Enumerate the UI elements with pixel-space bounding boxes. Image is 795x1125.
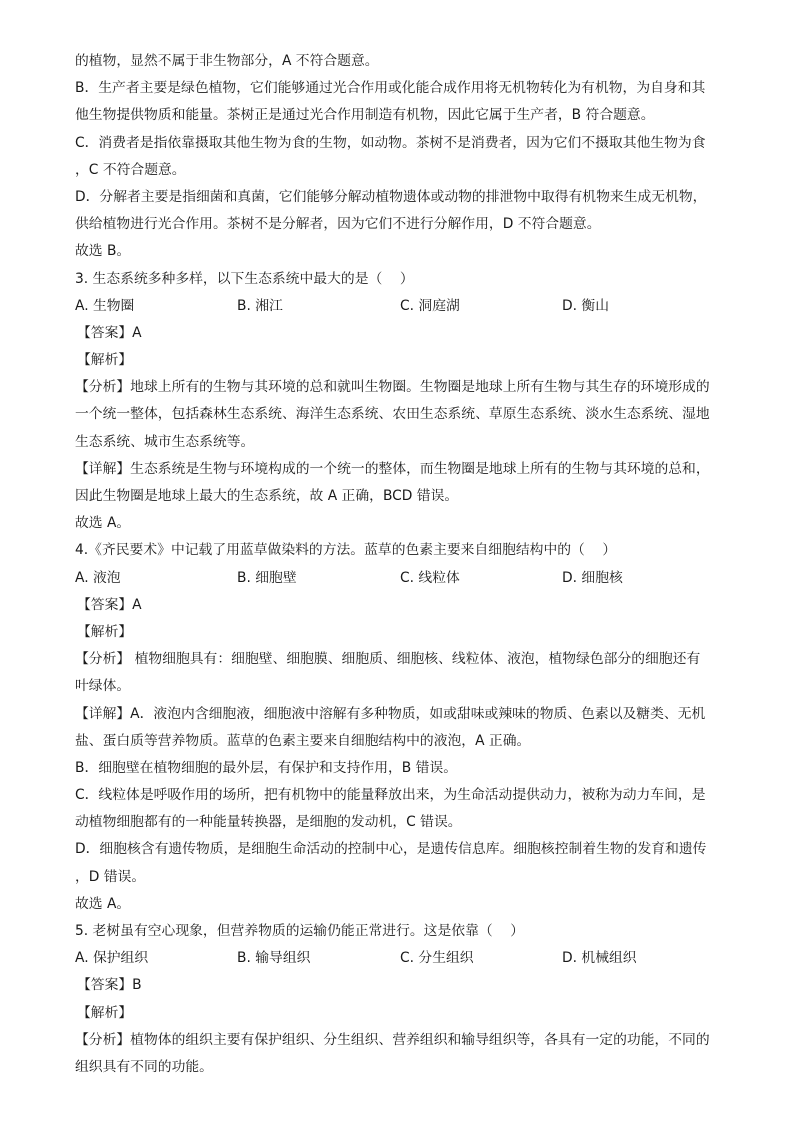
option-d: D. 细胞核 xyxy=(562,569,623,586)
explanation-line: D．细胞核含有遗传物质，是细胞生命活动的控制中心，是遗传信息库。细胞核控制着生物的发育和遗传 xyxy=(75,841,707,858)
explanation-line: 一个统一整体，包括森林生态系统、海洋生态系统、农田生态系统、草原生态系统、淡水生态系统、湿地 xyxy=(75,406,710,423)
option-a: A. 生物圈 xyxy=(75,297,135,314)
option-c: C. 分生组织 xyxy=(400,950,474,967)
option-d: D. 机械组织 xyxy=(562,950,637,967)
option-d: D. 衡山 xyxy=(562,297,609,314)
explanation-line: 盐、蛋白质等营养物质。蓝草的色素主要来自细胞结构中的液泡，A 正确。 xyxy=(75,732,531,749)
explanation-line: 生态系统、城市生态系统等。 xyxy=(75,433,255,450)
question-stem: 3. 生态系统多种多样，以下生态系统中最大的是（ ） xyxy=(75,270,414,287)
question-stem: 5. 老树虽有空心现象，但营养物质的运输仍能正常进行。这是依靠（ ） xyxy=(75,923,524,939)
answer-label: 【答案】A xyxy=(77,324,142,341)
explanation-line: C．消费者是指依靠摄取其他生物为食的生物，如动物。茶树不是消费者，因为它们不摄取其他生物为食 xyxy=(75,134,706,151)
explanation-line: 因此生物圈是地球上最大的生态系统，故 A 正确，BCD 错误。 xyxy=(75,488,459,504)
explanation-line: 【分析】 植物细胞具有：细胞壁、细胞膜、细胞质、细胞核、线粒体、液泡，植物绿色部分的细胞还有 xyxy=(75,651,701,668)
question-stem: 4.《齐民要术》中记载了用蓝草做染料的方法。蓝草的色素主要来自细胞结构中的（ ） xyxy=(75,542,617,559)
explanation-line: C．线粒体是呼吸作用的场所，把有机物中的能量释放出来，为生命活动提供动力，被称为动力车间，是 xyxy=(75,787,706,804)
explanation-line: 【详解】A．液泡内含细胞液，细胞液中溶解有多种物质，如或甜味或辣味的物质、色素以及糖类、无机 xyxy=(75,705,706,722)
answer-label: 【答案】A xyxy=(77,596,142,613)
explanation-line: B．生产者主要是绿色植物，它们能够通过光合作用或化能合成作用将无机物转化为有机物，为自身和其 xyxy=(75,80,706,97)
answer-label: 【答案】B xyxy=(77,977,142,994)
explanation-line: ，D 错误。 xyxy=(75,868,146,885)
option-b: B. 细胞壁 xyxy=(237,569,297,586)
option-a: A. 保护组织 xyxy=(75,950,149,967)
option-c: C. 线粒体 xyxy=(400,569,460,586)
explanation-line: D．分解者主要是指细菌和真菌，它们能够分解动植物遗体或动物的排泄物中取得有机物来生成无机物， xyxy=(75,188,707,205)
answer-options xyxy=(75,565,735,592)
explanation-line: 的植物，显然不属于非生物部分，A 不符合题意。 xyxy=(75,53,379,69)
analysis-heading: 【解析】 xyxy=(77,1004,133,1021)
explanation-line: 动植物细胞都有的一种能量转换器，是细胞的发动机，C 错误。 xyxy=(75,814,462,831)
explanation-line: 供给植物进行光合作用。茶树不是分解者，因为它们不进行分解作用，D 不符合题意。 xyxy=(75,216,601,233)
explanation-line: B．细胞壁在植物细胞的最外层，有保护和支持作用，B 错误。 xyxy=(75,759,458,776)
explanation-line: 叶绿体。 xyxy=(75,678,131,695)
document-page xyxy=(75,48,735,1081)
answer-options xyxy=(75,293,735,320)
explanation-line: ，C 不符合题意。 xyxy=(75,161,186,178)
explanation-line: 故选 B。 xyxy=(75,243,131,260)
explanation-line: 他生物提供物质和能量。茶树正是通过光合作用制造有机物，因此它属于生产者，B 符合题意。 xyxy=(75,107,655,124)
option-b: B. 湘江 xyxy=(237,297,283,314)
explanation-line: 组织具有不同的功能。 xyxy=(75,1058,213,1075)
option-c: C. 洞庭湖 xyxy=(400,297,460,314)
explanation-line: 故选 A。 xyxy=(75,895,131,912)
explanation-line: 【详解】生态系统是生物与环境构成的一个统一的整体，而生物圈是地球上所有的生物与其环境的总和， xyxy=(75,460,710,477)
explanation-line: 故选 A。 xyxy=(75,515,131,532)
answer-options xyxy=(75,945,735,972)
analysis-heading: 【解析】 xyxy=(77,352,133,369)
option-a: A. 液泡 xyxy=(75,569,121,586)
option-b: B. 输导组织 xyxy=(237,950,311,967)
analysis-heading: 【解析】 xyxy=(77,623,133,640)
explanation-line: 【分析】地球上所有的生物与其环境的总和就叫生物圈。生物圈是地球上所有生物与其生存的环境形成的 xyxy=(75,379,710,396)
explanation-line: 【分析】植物体的组织主要有保护组织、分生组织、营养组织和输导组织等，各具有一定的功能，不同的 xyxy=(75,1031,710,1048)
